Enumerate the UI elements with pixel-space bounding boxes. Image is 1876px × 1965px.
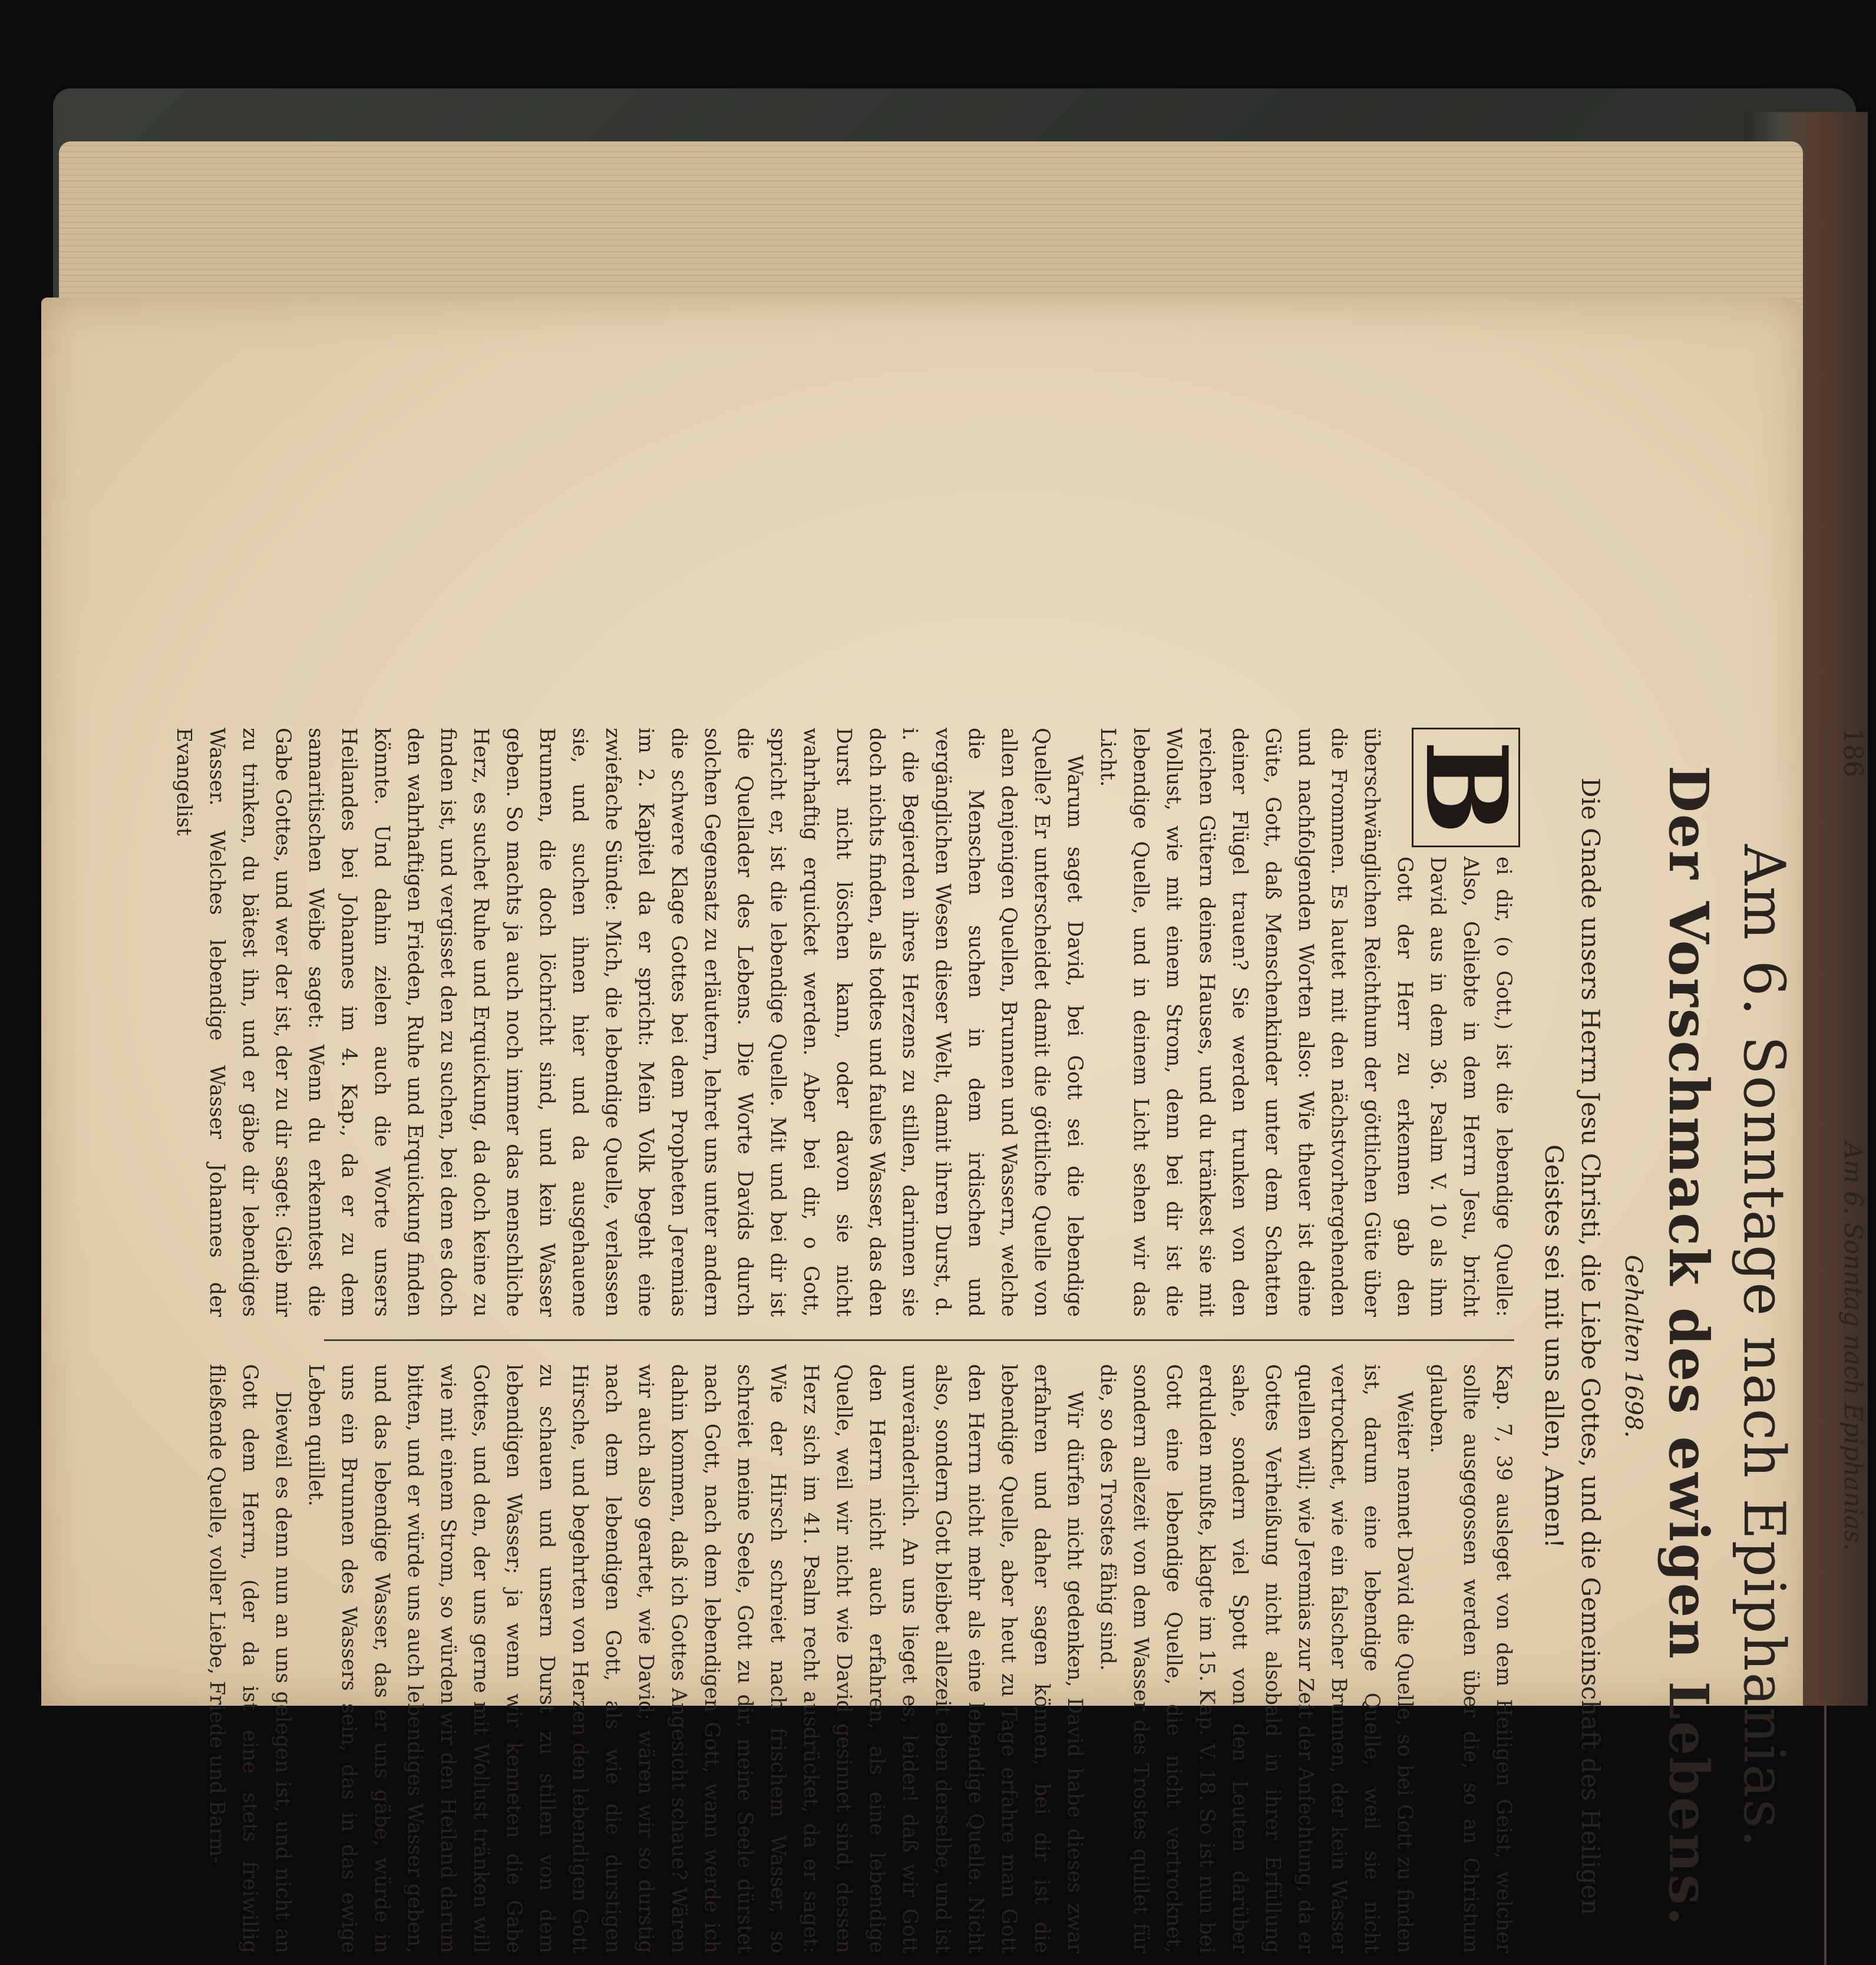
page-number: 186: [1838, 728, 1868, 777]
sermon-date: Gehalten 1698.: [1620, 1254, 1647, 1438]
column-right: [205, 1364, 1520, 1953]
text-block: [172, 728, 1868, 1965]
book-page: [41, 298, 1868, 1953]
paragraph: Wir dürfen nicht gedenken, David habe dieses zwar erfahren und daher sagen können, bei dir ist die lebendige Quelle, aber heut zu Tage erfahre man Gott den Herrn nicht mehr als eine lebendige Quelle. Nicht also, sondern Gott bleibet allezeit eben derselbe, und ist unveränderlich. An uns lieget es, leider! daß wir Gott den Herrn nicht auch erfahren, als eine lebendige Quelle, weil wir nicht wie David gesinnet sind, dessen Herz sich im 41. Psalm recht ausdrücket, da er saget: Wie der Hirsch schreiet nach frischem Wasser, so schreiet meine Seele, Gott zu dir, meine Seele dürstet nach Gott, nach dem lebendigen Gott, wann werde ich dahin kommen, daß ich Gottes Angesicht schaue? Wären wir auch also geartet, wie David; wären wir so durstig nach dem lebendigen Gott, als wie die durstigen Hirsche, und begehrten von Herzen den lebendigen Gott zu schauen und unsern Durst zu stillen von dem lebendigen Wasser; ja wenn wir kenneten die Gabe Gottes, und den, der uns gerne mit Wollust tränken will wie mit einem Strom, so würden wir den Heiland darum bitten, und er würde uns auch lebendiges Wasser geben, und das lebendige Wasser, das er uns gäbe, würde in uns ein Brunnen des Wassers sein, das in das ewige Leben quillet.: [304, 1364, 1086, 1953]
sermon-title: Der Vorschmack des ewigen Lebens.: [1657, 765, 1720, 1927]
paragraph: [1091, 728, 1532, 1317]
chapter-title: Am 6. Sonntage nach Epiphanias.: [1731, 844, 1797, 1849]
paragraph: Dieweil es denn nun an uns gelegen ist, und nicht an Gott dem Herrn, (der da ist eine stets freiwillig fließende Quelle, voller Liebe, Friede und Barm-: [205, 1364, 295, 1953]
paragraph: Kap. 7, 39 ausleget von dem Heiligen Geist, welcher sollte ausgegossen werden über die, so an Christum glauben.: [1426, 1364, 1515, 1953]
column-divider: [324, 1339, 1514, 1341]
paragraph: Warum saget David, bei Gott sei die lebendige Quelle? Er unterscheidet damit die göttliche Quelle von allen denjenigen Quellen, Brunnen und Wassern, welche die Menschen suchen in dem irdischen und vergänglichen Wesen dieser Welt, damit ihren Durst, d. i. die Begierden ihres Herzens zu stillen, darinnen sie doch nichts finden, als todtes und faules Wasser, das den Durst nicht löschen kann, oder davon sie nicht wahrhaftig erquicket werden. Aber bei dir, o Gott, spricht er, ist die lebendige Quelle. Mit und bei dir ist die Quellader des Lebens. Die Worte Davids durch solchen Gegensatz zu erläutern, lehret uns unter andern die schwere Klage Gottes bei dem Propheten Jeremias im 2. Kapitel da er spricht: Mein Volk begeht eine zwiefache Sünde: Mich, die lebendige Quelle, verlassen sie, und suchen ihnen hier und da ausgehauene Brunnen, die doch löchricht sind, und kein Wasser geben. So machts ja auch noch immer das menschliche Herz, es suchet Ruhe und Erquickung, da doch keine zu finden ist, und vergisset den zu suchen, bei dem es doch den wahrhaftigen Frieden, Ruhe und Erquickung finden könnte. Und dahin zielen auch die Worte unsers Heilandes bei Johannes im 4. Kap., da er zu dem samaritischen Weibe saget: Wenn du erkenntest die Gabe Gottes, und wer der ist, der zu dir saget: Gieb mir zu trinken, du bätest ihn, und er gäbe dir lebendiges Wasser. Welches lebendige Wasser Johannes der Evangelist: [172, 728, 1086, 1317]
running-title: Am 6. Sonntag nach Epiphanias.: [1839, 1142, 1868, 1551]
drop-initial: B: [1412, 728, 1520, 847]
page-edges: [59, 141, 1803, 318]
paragraph: Weiter nennet David die Quelle, so bei Gott zu finden ist, darum eine lebendige Quelle, weil sie nicht vertrocknet, wie ein falscher Brunnen, der kein Wasser quellen will; wie Jeremias zur Zeit der Anfechtung, da er Gottes Verheißung nicht alsobald in ihrer Erfüllung sahe, sondern viel Spott von den Leuten darüber erdulden mußte, klagte im 15. Kap. V. 18. So ist nun bei Gott eine lebendige Quelle, die nicht vertrocknet, sondern allezeit von dem Wasser des Trostes quillet für die, so des Trostes fähig sind.: [1096, 1364, 1416, 1953]
paragraph-text: ei dir, (o Gott,) ist die lebendige Quelle: Also, Geliebte in dem Herrn Jesu, bricht David aus in dem 36. Psalm V. 10 als ihm Gott der Herr zu erkennen gab den überschwänglichen Reichthum der göttlichen Güte über die Frommen. Es lautet mit den nächstvorhergehenden und nachfolgenden Worten also: Wie theuer ist deine Güte, Gott, daß Menschenkinder unter dem Schatten deiner Flügel trauen? Sie werden trunken von den reichen Gütern deines Hauses, und du tränkest sie mit Wollust, wie mit einem Strom, denn bei dir ist die lebendige Quelle, und in deinem Licht sehen wir das Licht.: [1096, 728, 1515, 1317]
greeting: Die Gnade unsers Herrn Jesu Christi, die Liebe Gottes, und die Gemeinschaft des Heiligen Geistes sei mit uns allen, Amen!: [1540, 777, 1605, 1916]
column-left: [172, 728, 1532, 1317]
running-head: [1824, 728, 1868, 1965]
